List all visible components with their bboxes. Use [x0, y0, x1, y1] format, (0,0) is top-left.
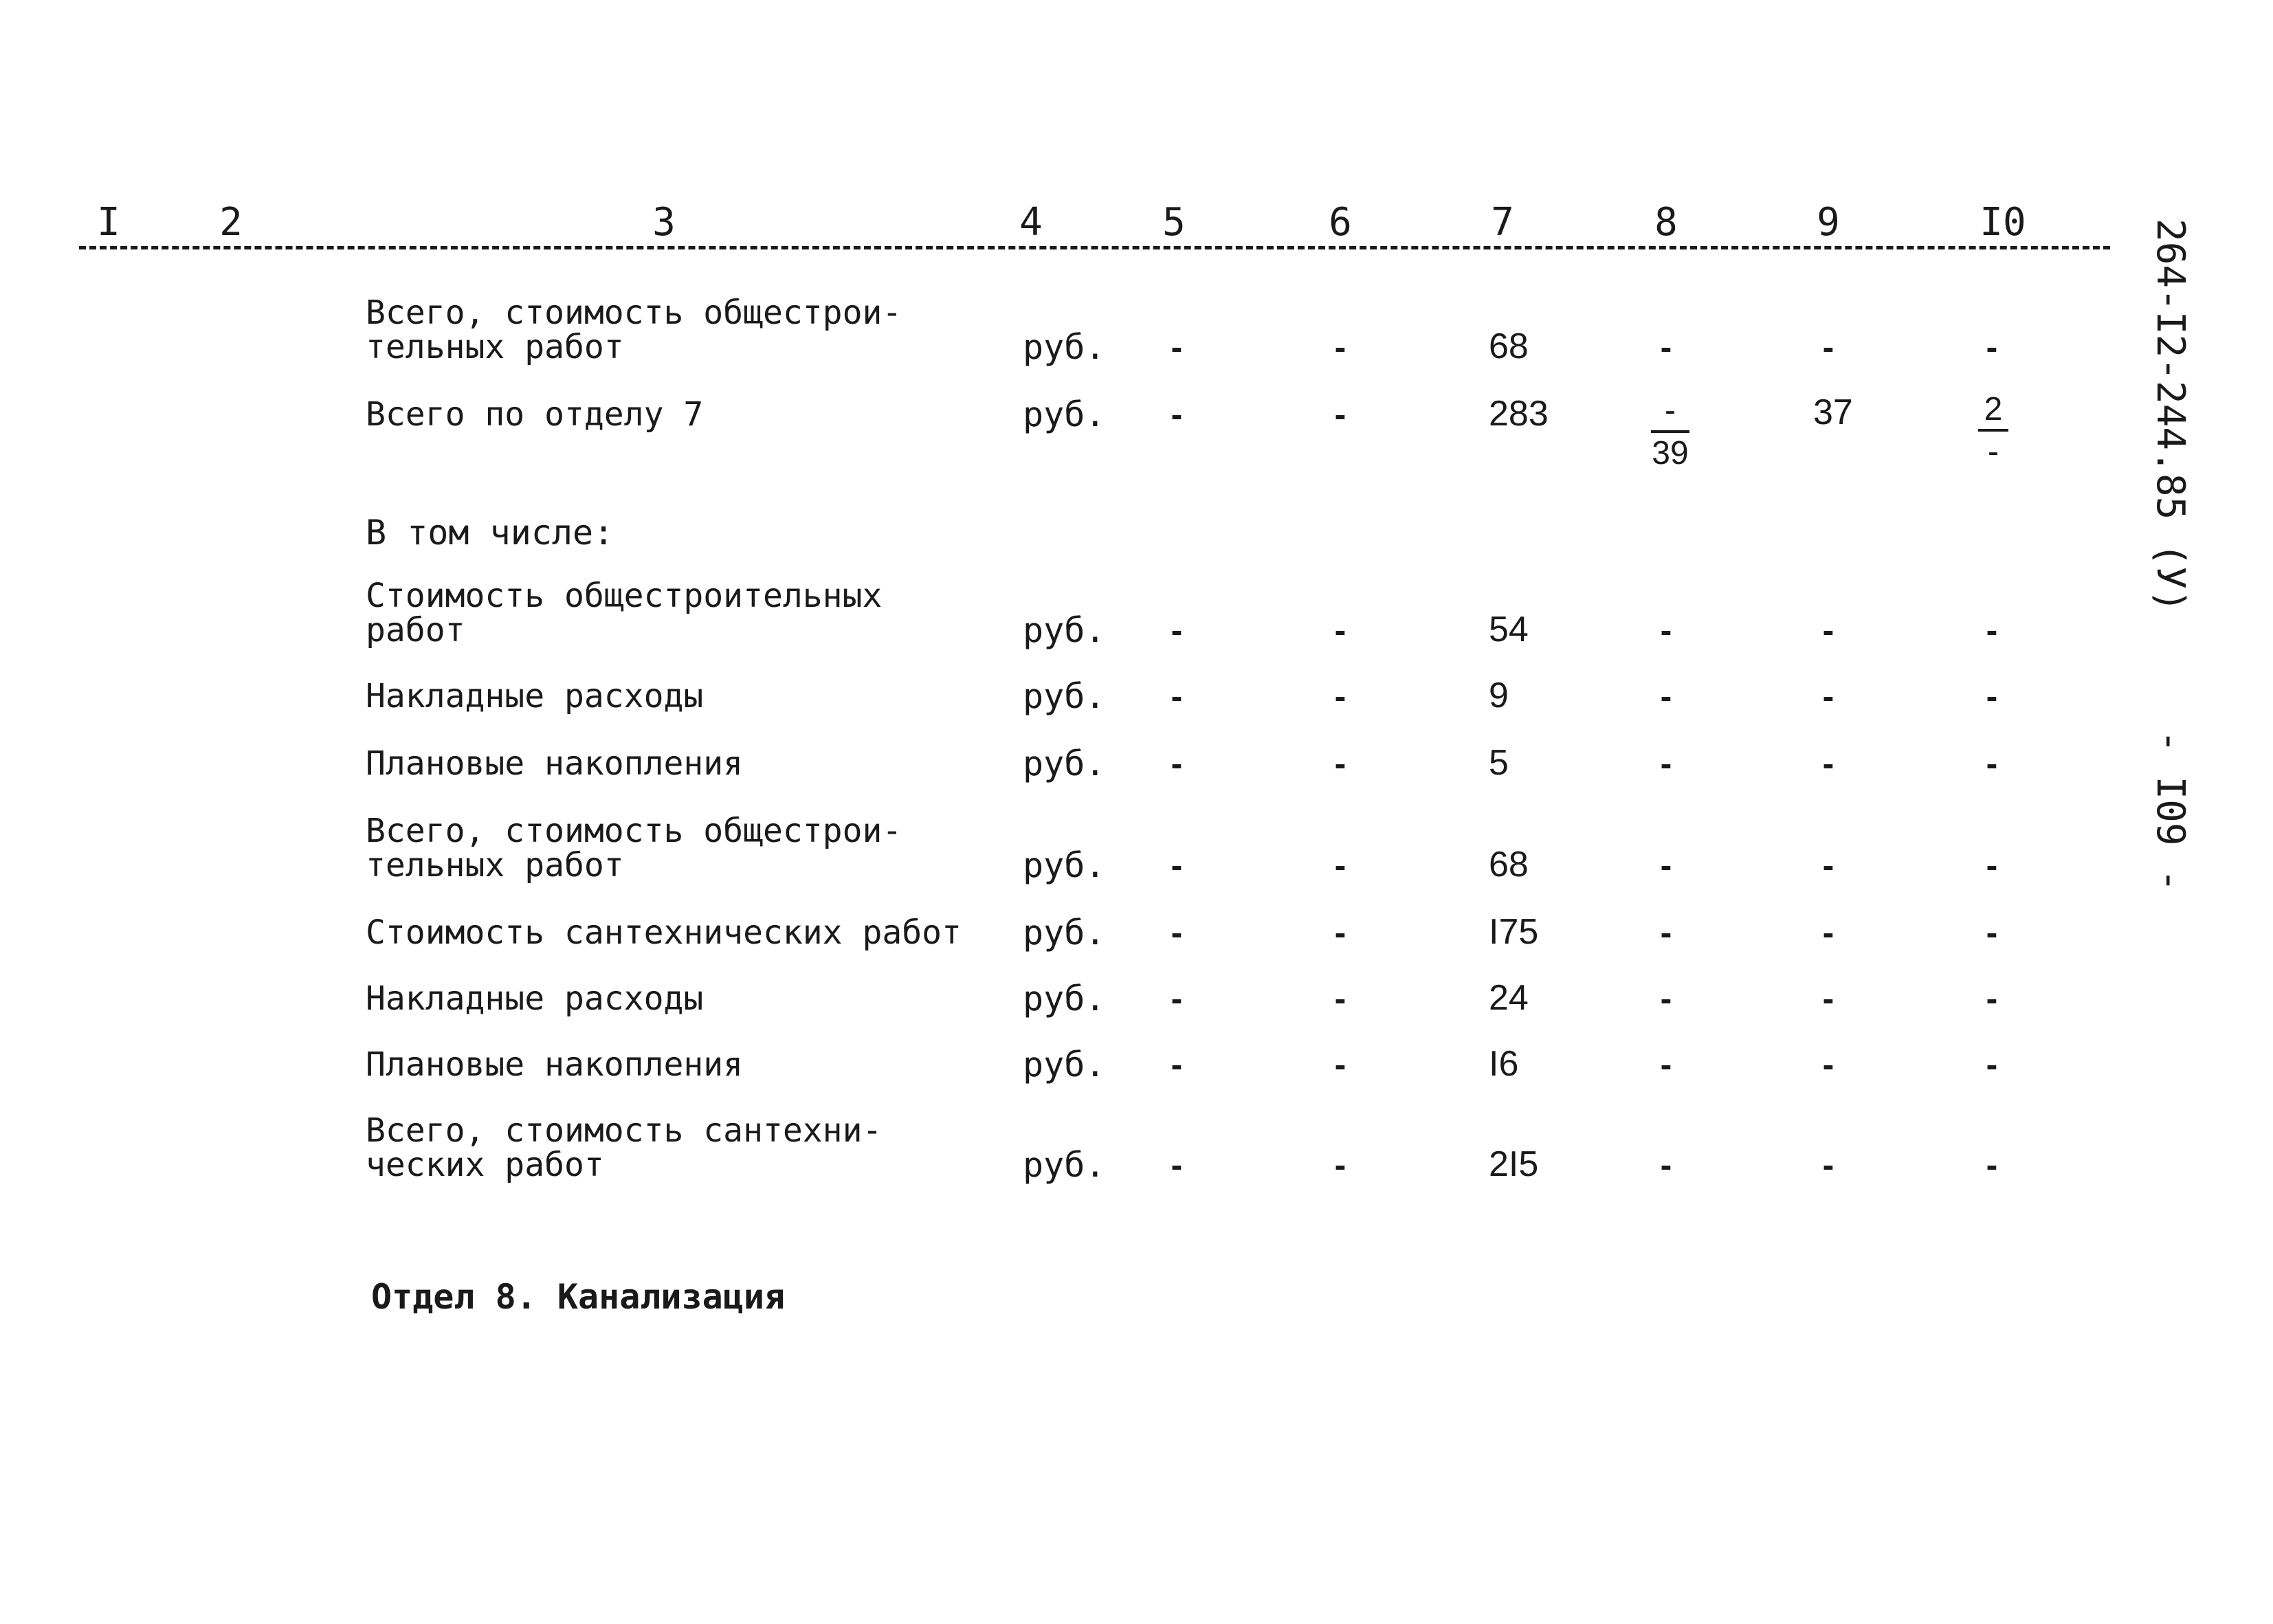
col8-cell: - — [1660, 1045, 1672, 1084]
col8-denominator: 39 — [1652, 435, 1689, 471]
col9-cell: - — [1822, 677, 1834, 715]
col10-cell: - — [1986, 846, 1998, 885]
col6-cell: - — [1334, 744, 1346, 783]
col8-cell: - — [1660, 744, 1672, 783]
col6-cell: - — [1334, 1146, 1346, 1184]
col8-cell: - — [1660, 677, 1672, 715]
col7-cell: 9 — [1489, 676, 1509, 715]
col8-cell: - — [1660, 979, 1672, 1018]
col9-cell: - — [1822, 913, 1834, 952]
unit-cell: руб. — [1023, 1045, 1106, 1084]
col7-cell: 54 — [1489, 610, 1529, 649]
header-dashed-rule — [79, 246, 2110, 249]
column-header-10: I0 — [1980, 200, 2026, 245]
col7-cell: 5 — [1489, 743, 1509, 783]
col7-cell: 24 — [1489, 978, 1529, 1018]
col5-cell: - — [1171, 677, 1183, 715]
row-label: Всего, стоимость общестрои- тельных работ — [366, 812, 902, 885]
col5-cell: - — [1171, 846, 1183, 885]
col8-numerator: - — [1665, 392, 1676, 429]
col8-cell: - — [1660, 846, 1672, 885]
col9-cell: - — [1822, 328, 1834, 366]
unit-cell: руб. — [1023, 327, 1106, 367]
col10-denominator: - — [1988, 434, 1999, 470]
col9-cell: - — [1822, 979, 1834, 1018]
column-header-6: 6 — [1329, 200, 1352, 245]
column-header-8: 8 — [1654, 200, 1678, 245]
col6-cell: - — [1334, 677, 1346, 715]
col8-cell: - — [1660, 1146, 1672, 1184]
col6-cell: - — [1334, 913, 1346, 952]
col9-cell: - — [1822, 611, 1834, 649]
col9-cell: - — [1822, 1045, 1834, 1084]
col7-cell: 68 — [1489, 326, 1529, 366]
fraction-bar — [1978, 429, 2008, 432]
col5-cell: - — [1171, 611, 1183, 649]
row-label: Всего, стоимость общестрои- тельных работ — [366, 293, 902, 366]
row-label: Плановые накопления — [366, 1045, 744, 1084]
col6-cell: - — [1334, 611, 1346, 649]
col6-cell: - — [1334, 395, 1346, 434]
row-label: Всего, стоимость сантехни- ческих работ — [366, 1111, 883, 1184]
unit-cell: руб. — [1023, 744, 1106, 783]
col10-cell: - — [1986, 328, 1998, 366]
col8-cell: - — [1660, 913, 1672, 952]
unit-cell: руб. — [1023, 676, 1106, 716]
col8-fraction — [1651, 394, 1689, 470]
col6-cell: - — [1334, 846, 1346, 885]
col10-cell: - — [1986, 1045, 1998, 1084]
col7-cell: I75 — [1489, 912, 1539, 952]
document-code: 264-I2-244.85 (У) — [2148, 219, 2193, 613]
col10-fraction — [1978, 393, 2008, 469]
unit-cell: руб. — [1023, 979, 1106, 1019]
col6-cell: - — [1334, 1045, 1346, 1084]
unit-cell: руб. — [1023, 845, 1106, 885]
row-label: Накладные расходы — [366, 979, 704, 1018]
row-label: Накладные расходы — [366, 677, 704, 715]
col5-cell: - — [1171, 744, 1183, 783]
column-header-1: I — [97, 200, 120, 245]
section-title: Отдел 8. Канализация — [371, 1277, 786, 1317]
column-header-7: 7 — [1491, 200, 1514, 245]
column-header-3: 3 — [652, 200, 676, 245]
col10-cell: - — [1986, 744, 1998, 783]
subsection-label: В том числе: — [366, 513, 614, 553]
col9-cell: - — [1822, 1146, 1834, 1184]
column-header-4: 4 — [1019, 200, 1043, 245]
col9-cell: - — [1822, 744, 1834, 783]
col6-cell: - — [1334, 328, 1346, 366]
col5-cell: - — [1171, 913, 1183, 952]
unit-cell: руб. — [1023, 610, 1106, 650]
col10-numerator: 2 — [1984, 391, 2003, 427]
unit-cell: руб. — [1023, 1145, 1106, 1185]
col5-cell: - — [1171, 979, 1183, 1018]
row-label: Плановые накопления — [366, 744, 744, 783]
col10-cell: - — [1986, 979, 1998, 1018]
col5-cell: - — [1171, 1146, 1183, 1184]
col6-cell: - — [1334, 979, 1346, 1018]
row-label: Стоимость сантехнических работ — [366, 913, 962, 952]
row-label: Стоимость общестроительных работ — [366, 577, 883, 649]
col5-cell: - — [1171, 1045, 1183, 1084]
col8-cell: - — [1660, 328, 1672, 366]
unit-cell: руб. — [1023, 394, 1106, 434]
col7-cell: 2I5 — [1489, 1144, 1539, 1184]
col7-cell: 283 — [1489, 394, 1549, 434]
col8-cell: - — [1660, 611, 1672, 649]
col7-cell: I6 — [1489, 1044, 1519, 1084]
col9-cell: 37 — [1813, 392, 1853, 432]
col10-cell: - — [1986, 677, 1998, 715]
unit-cell: руб. — [1023, 913, 1106, 953]
col9-cell: - — [1822, 846, 1834, 885]
column-header-2: 2 — [219, 200, 243, 245]
column-header-9: 9 — [1817, 200, 1840, 245]
col7-cell: 68 — [1489, 845, 1529, 885]
col10-cell: - — [1986, 913, 1998, 952]
page-number: - I09 - — [2148, 730, 2193, 893]
col5-cell: - — [1171, 395, 1183, 434]
fraction-bar — [1651, 430, 1689, 433]
col10-cell: - — [1986, 1146, 1998, 1184]
column-header-5: 5 — [1162, 200, 1186, 245]
col10-cell: - — [1986, 611, 1998, 649]
row-label: Всего по отделу 7 — [366, 395, 704, 434]
col5-cell: - — [1171, 328, 1183, 366]
